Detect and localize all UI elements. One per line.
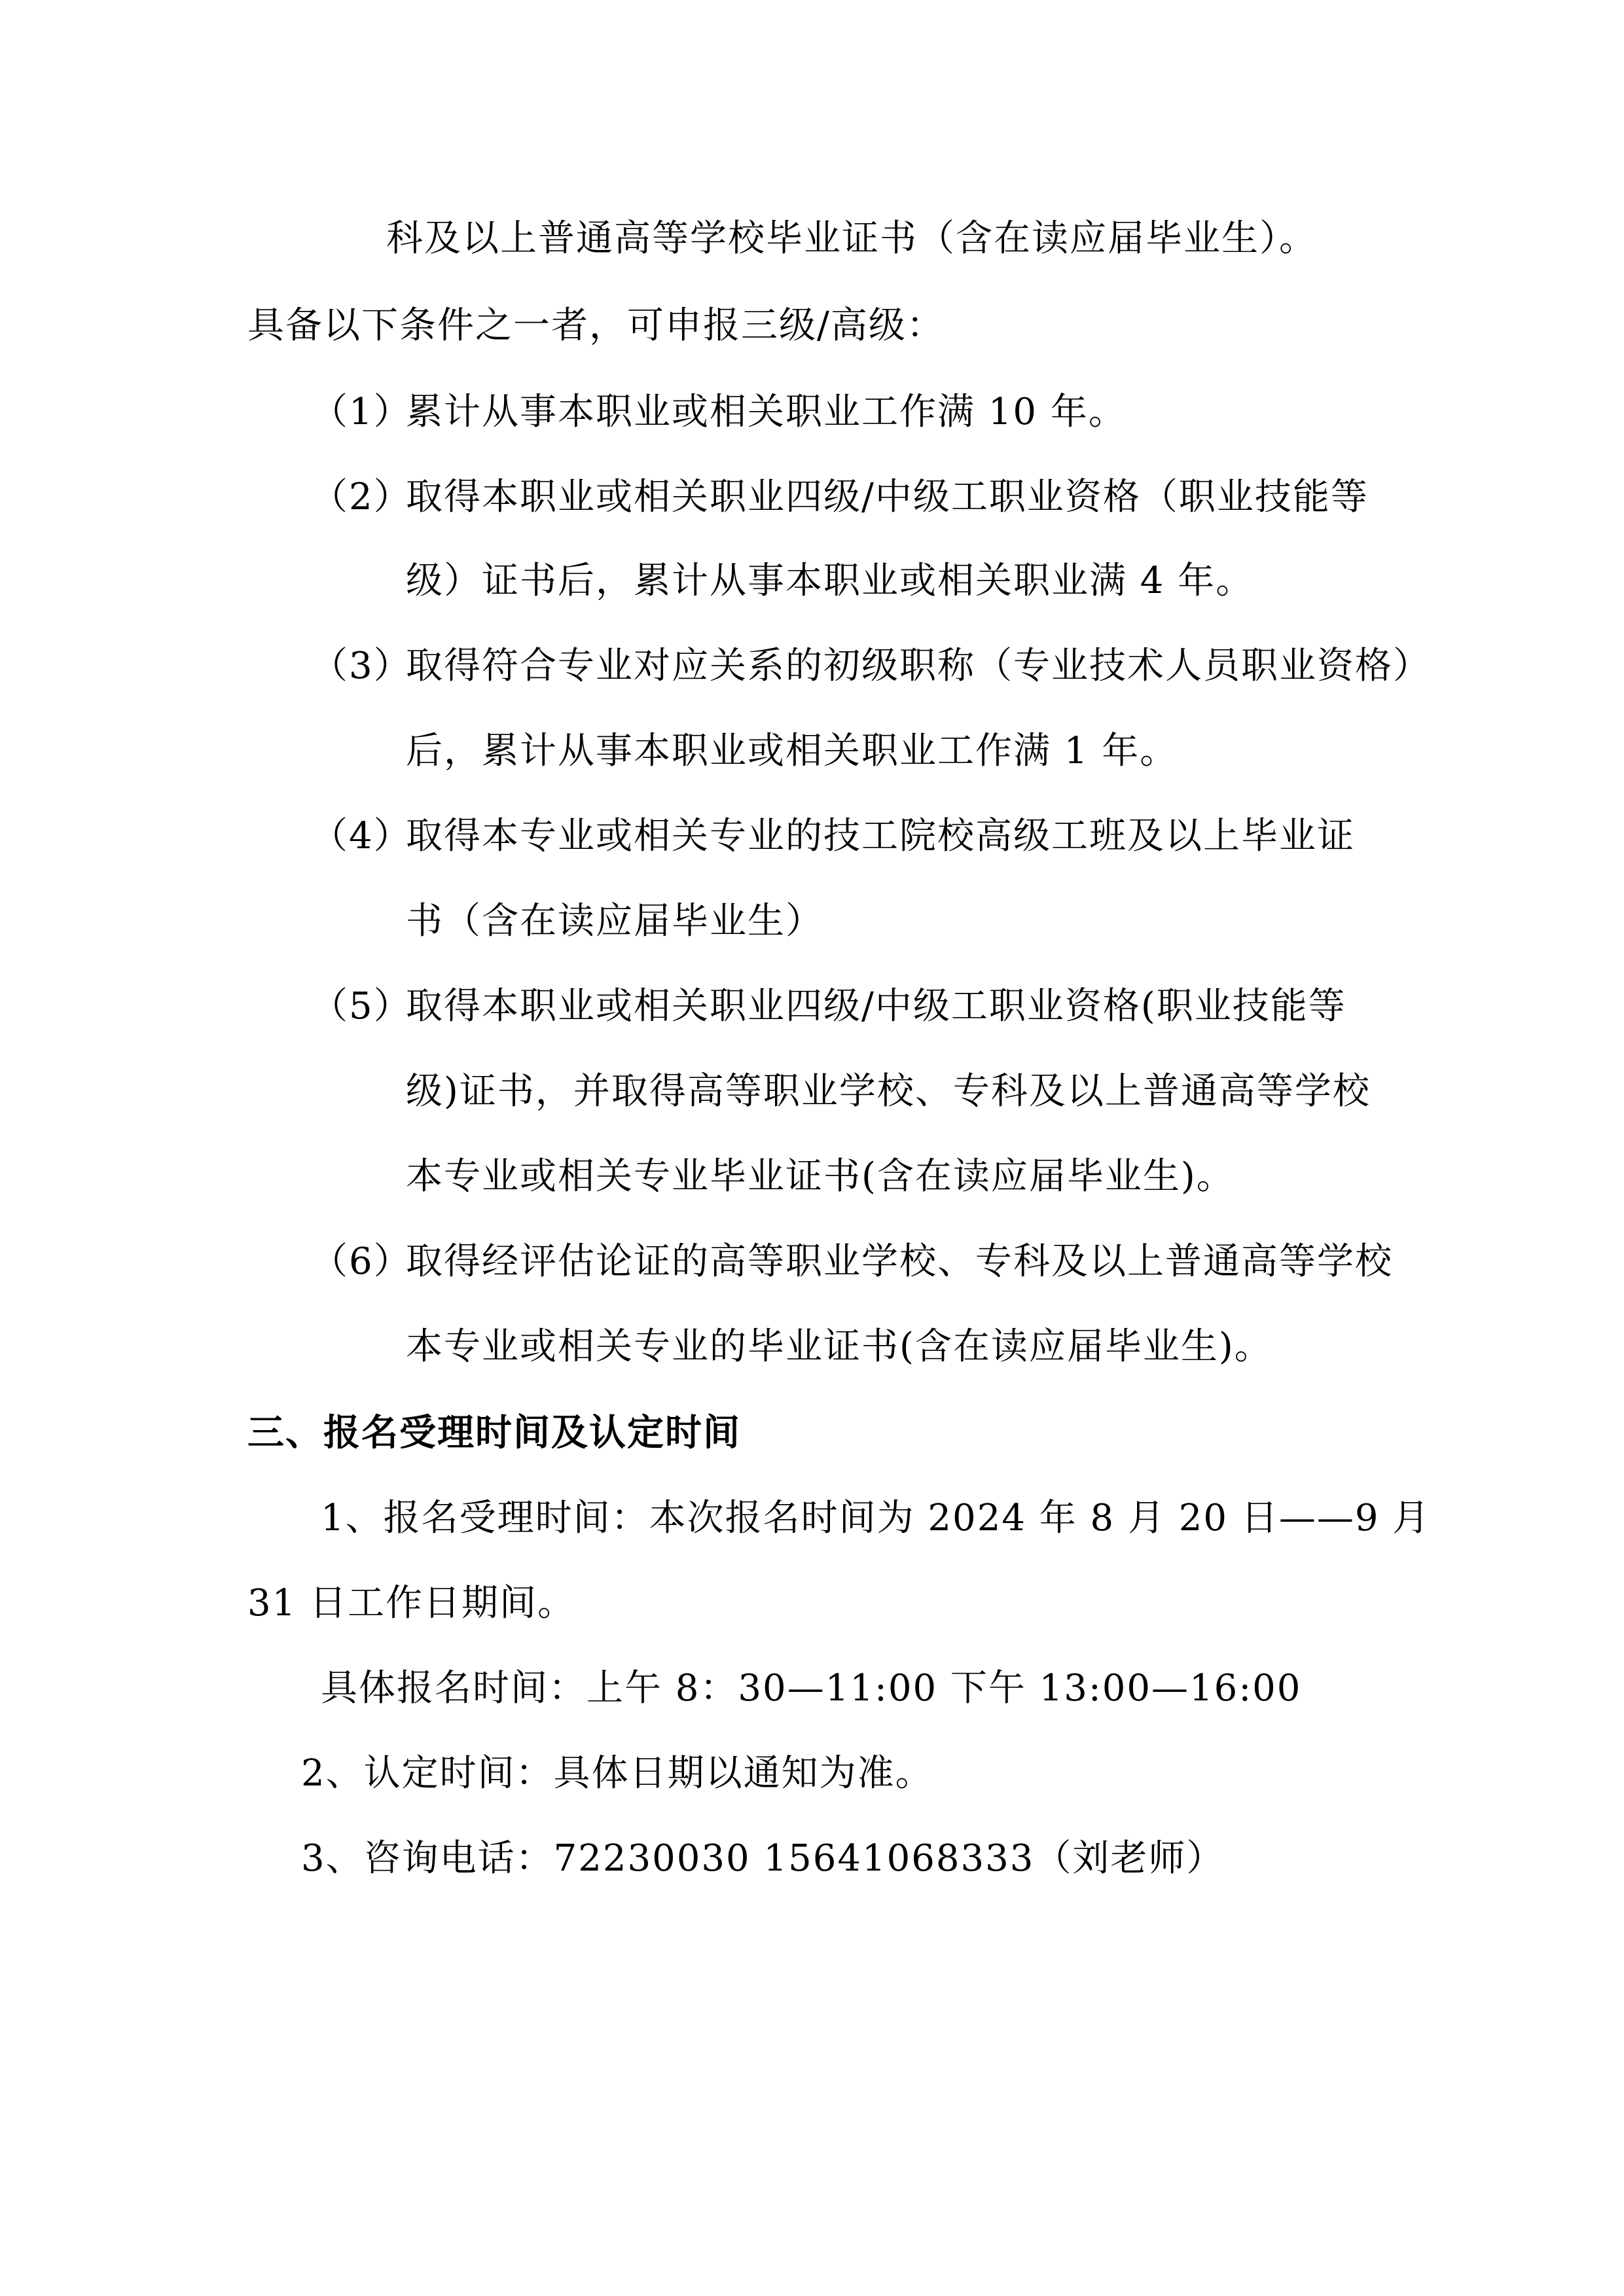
registration-time-detail: 具体报名时间：上午 8：30—11:00 下午 13:00—16:00 <box>321 1667 1302 1710</box>
intro-continuation: 科及以上普通高等学校毕业证书（含在读应届毕业生）。 <box>386 217 1317 260</box>
condition-6-line-2: 本专业或相关专业的毕业证书(含在读应届毕业生)。 <box>406 1325 1272 1368</box>
condition-1-line-1: 累计从事本职业或相关职业工作满 10 年。 <box>406 391 1127 433</box>
condition-4-number: （4） <box>311 815 412 857</box>
condition-2-line-2: 级）证书后，累计从事本职业或相关职业满 4 年。 <box>406 560 1254 602</box>
condition-5-line-2: 级)证书，并取得高等职业学校、专科及以上普通高等学校 <box>406 1070 1371 1113</box>
condition-2-number: （2） <box>311 476 412 518</box>
condition-1-number: （1） <box>311 391 412 433</box>
condition-3-line-1: 取得符合专业对应关系的初级职称（专业技术人员职业资格） <box>406 645 1431 687</box>
condition-6-line-1: 取得经评估论证的高等职业学校、专科及以上普通高等学校 <box>406 1240 1393 1283</box>
condition-4-line-2: 书（含在读应届毕业生） <box>406 900 823 942</box>
condition-5-number: （5） <box>311 985 412 1028</box>
certification-time: 2、认定时间：具体日期以通知为准。 <box>301 1752 933 1795</box>
section-3-heading: 三、报名受理时间及认定时间 <box>247 1412 741 1454</box>
registration-time-line-2: 31 日工作日期间。 <box>247 1582 576 1624</box>
condition-5-line-1: 取得本职业或相关职业四级/中级工职业资格(职业技能等 <box>406 985 1346 1028</box>
condition-3-line-2: 后，累计从事本职业或相关职业工作满 1 年。 <box>406 730 1178 772</box>
condition-2-line-1: 取得本职业或相关职业四级/中级工职业资格（职业技能等 <box>406 476 1369 518</box>
condition-3-number: （3） <box>311 645 412 687</box>
registration-time-line-1: 1、报名受理时间：本次报名时间为 2024 年 8 月 20 日——9 月 <box>321 1497 1431 1539</box>
condition-4-line-1: 取得本专业或相关专业的技工院校高级工班及以上毕业证 <box>406 815 1355 857</box>
consultation-phone: 3、咨询电话：72230030 15641068333（刘老师） <box>301 1837 1225 1880</box>
condition-6-number: （6） <box>311 1240 412 1283</box>
condition-header: 具备以下条件之一者，可申报三级/高级： <box>247 304 945 347</box>
condition-5-line-3: 本专业或相关专业毕业证书(含在读应届毕业生)。 <box>406 1155 1235 1198</box>
